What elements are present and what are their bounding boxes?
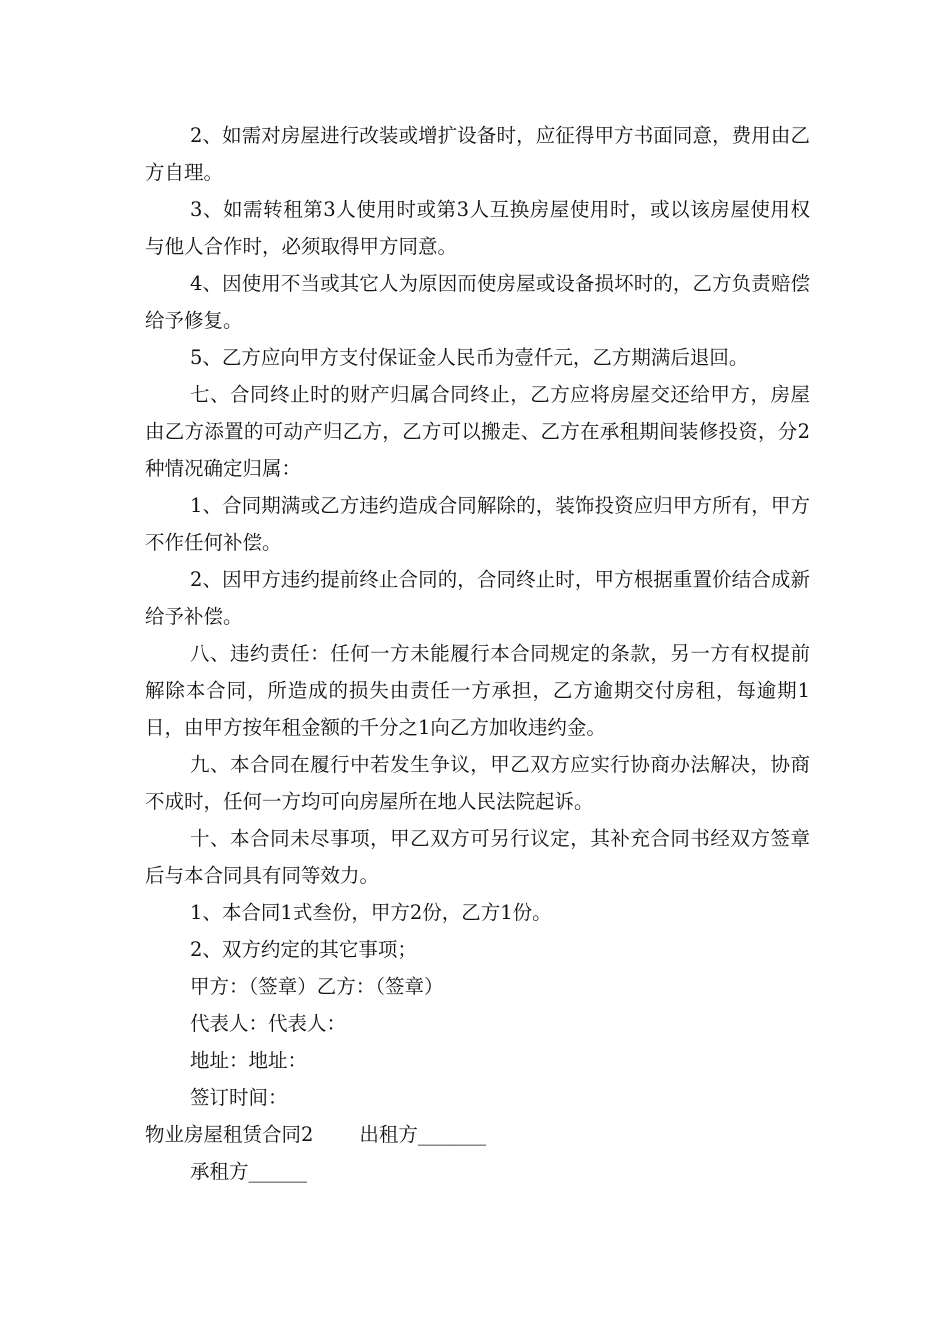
- next-contract-heading: [145, 1116, 810, 1153]
- sign-date-line: 签订时间：: [190, 1086, 288, 1109]
- lessee-field: 承租方______: [190, 1160, 308, 1183]
- clause-paragraph: 1、合同期满或乙方违约造成合同解除的，装饰投资应归甲方所有，甲方不作任何补偿。: [145, 494, 810, 554]
- copies-line: 1、本合同1式叁份，甲方2份，乙方1份。: [190, 901, 552, 924]
- signature-line: 甲方：（签章）乙方：（签章）: [190, 975, 444, 998]
- clause-paragraph: 十、本合同未尽事项，甲乙双方可另行议定，其补充合同书经双方签章后与本合同具有同等效力。: [145, 827, 810, 887]
- representative-line: 代表人：代表人：: [190, 1012, 347, 1035]
- clause-paragraph: 5、乙方应向甲方支付保证金人民币为壹仟元，乙方期满后退回。: [190, 346, 749, 369]
- address-line: 地址：地址：: [190, 1049, 308, 1072]
- clause-paragraph: 2、如需对房屋进行改装或增扩设备时，应征得甲方书面同意，费用由乙方自理。: [145, 124, 810, 184]
- clause-paragraph: 八、违约责任：任何一方未能履行本合同规定的条款，另一方有权提前解除本合同，所造成的损失由责任一方承担，乙方逾期交付房租，每逾期1日，由甲方按年租金额的千分之1向乙方加收违约金。: [145, 642, 810, 739]
- clause-paragraph: 2、因甲方违约提前终止合同的，合同终止时，甲方根据重置价结合成新给予补偿。: [145, 568, 810, 628]
- document-body: [145, 117, 810, 1190]
- clause-paragraph: 3、如需转租第3人使用时或第3人互换房屋使用时，或以该房屋使用权与他人合作时，必须取得甲方同意。: [145, 198, 810, 258]
- clause-paragraph: 4、因使用不当或其它人为原因而使房屋或设备损坏时的，乙方负责赔偿给予修复。: [145, 272, 810, 332]
- clause-paragraph: 七、合同终止时的财产归属合同终止，乙方应将房屋交还给甲方，房屋由乙方添置的可动产归乙方，乙方可以搬走、乙方在承租期间装修投资，分2种情况确定归属：: [145, 383, 810, 480]
- lessor-field: 出租方_______: [359, 1123, 487, 1146]
- next-contract-title: 物业房屋租赁合同2: [145, 1123, 314, 1146]
- clause-paragraph: 九、本合同在履行中若发生争议，甲乙双方应实行协商办法解决，协商不成时，任何一方均可向房屋所在地人民法院起诉。: [145, 753, 810, 813]
- other-matters-line: 2、双方约定的其它事项；: [190, 938, 417, 961]
